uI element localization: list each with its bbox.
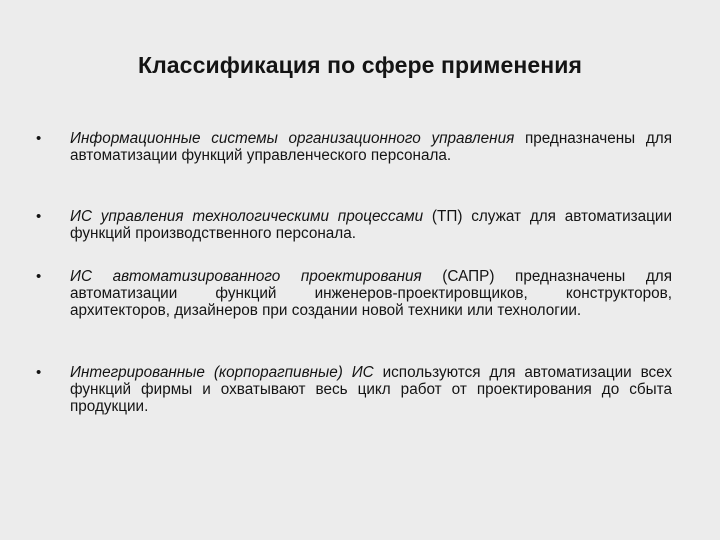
bullet-icon: • — [36, 208, 42, 225]
bullet-text-1 — [70, 130, 672, 164]
bullet-rest-4: используются для автоматизации всех функций фирмы и охватывают весь цикл работ от проектирования до сбыта продукции. — [70, 364, 672, 415]
bullet-emphasis-2: ИС управления технологическими процессами — [70, 208, 424, 225]
bullet-rest-2: (ТП) служат для автоматизации функций производственного персонала. — [70, 208, 673, 242]
slide-title: Классификация по сфере применения — [137, 52, 583, 78]
bullet-icon: • — [36, 268, 42, 285]
bullet-emphasis-3: ИС автоматизированного проектирования — [70, 268, 422, 285]
bullet-rest-1: предназначены для автоматизации функций управленческого персонала. — [70, 130, 673, 164]
bullet-rest-3: (САПР) предназначены для автоматизации функций инженеров-проектировщиков, конструкторов, архитекторов, дизайнеров при создании новой техники или технологии. — [70, 268, 672, 319]
bullet-text-2 — [70, 208, 672, 242]
bullet-emphasis-1: Информационные системы организационного управления — [70, 130, 515, 147]
bullet-emphasis-4: Интегрированные (корпорагпивные) ИС — [70, 364, 374, 381]
bullet-text-4 — [70, 364, 672, 415]
bullet-icon: • — [36, 130, 42, 147]
bullet-icon: • — [36, 364, 42, 381]
bullet-text-3 — [70, 268, 672, 319]
